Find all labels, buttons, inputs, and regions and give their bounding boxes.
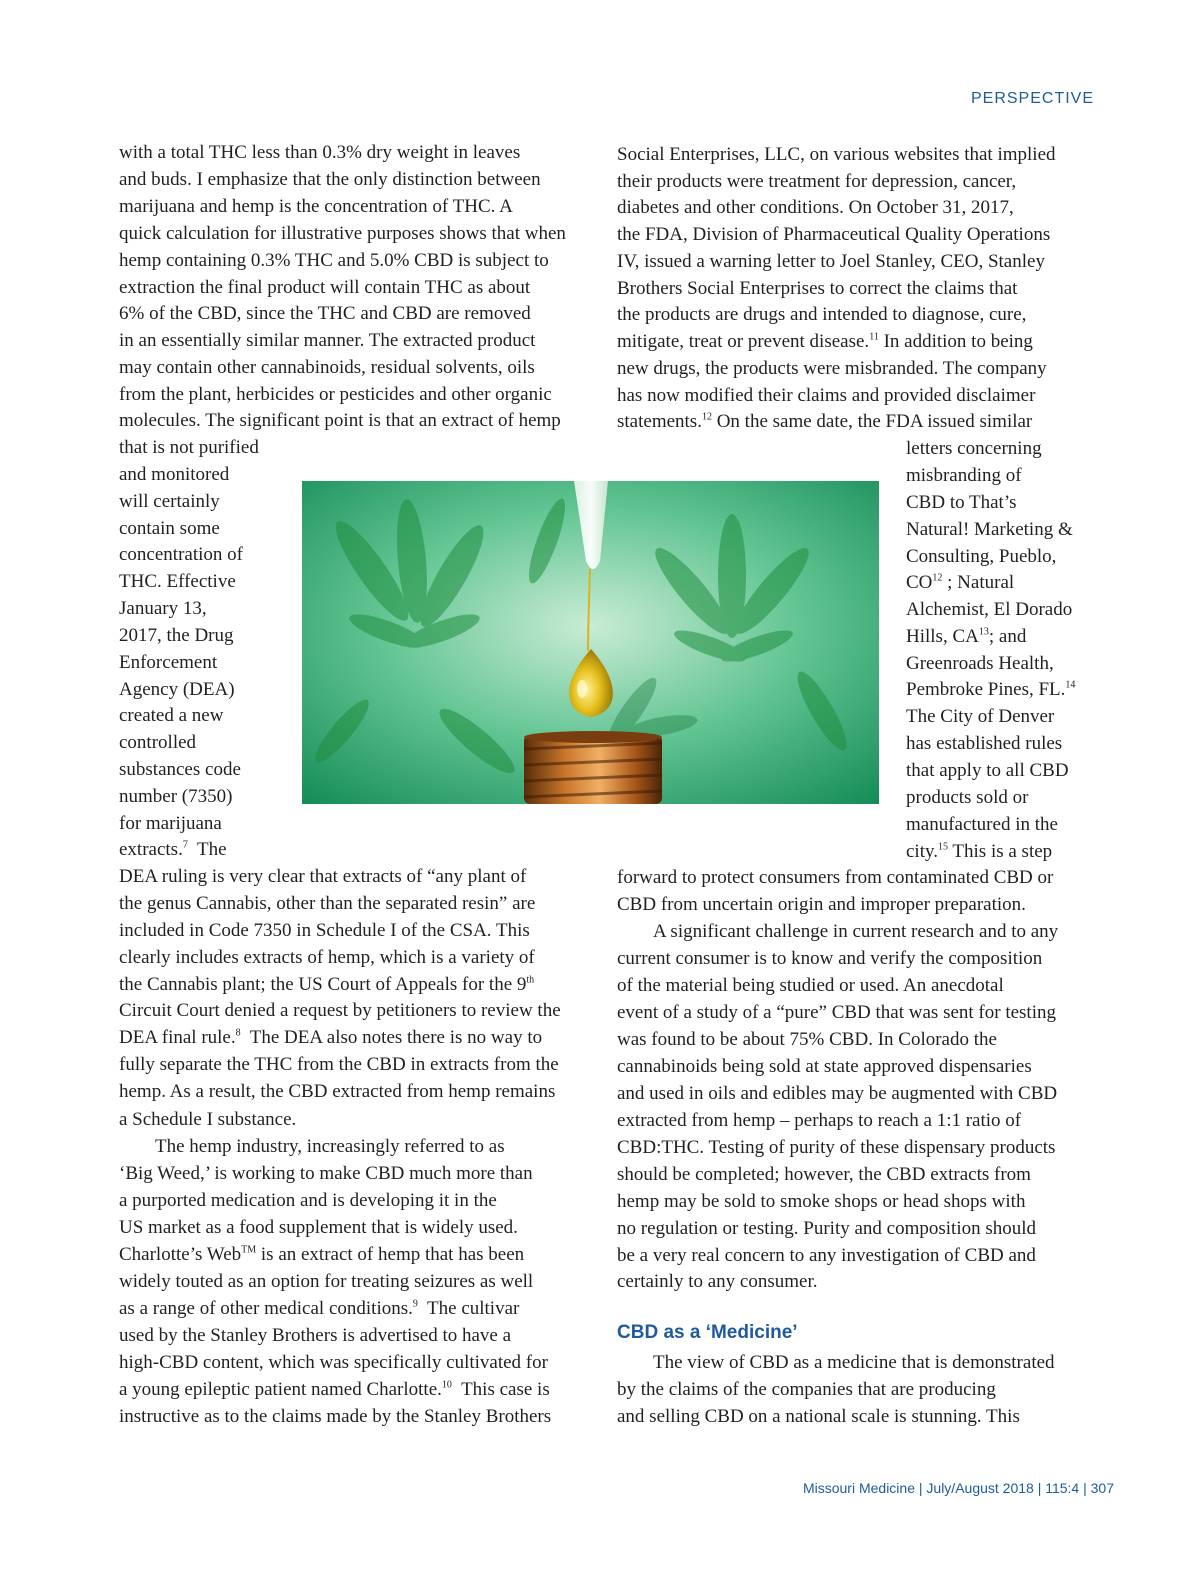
body-line: and selling CBD on a national scale is stunning. This xyxy=(617,1406,1020,1427)
body-line: US market as a food supplement that is widely used. xyxy=(119,1217,518,1238)
body-line: current consumer is to know and verify the composition xyxy=(617,948,1043,969)
body-line: DEA ruling is very clear that extracts of “any plant of xyxy=(119,866,527,887)
body-line xyxy=(119,1024,542,1051)
body-line: that apply to all CBD xyxy=(906,760,1069,781)
body-line: controlled xyxy=(119,732,197,753)
text-run: This is a step xyxy=(948,841,1053,862)
body-line: The hemp industry, increasingly referred to as xyxy=(155,1136,505,1157)
text-run: Hills, CA xyxy=(906,626,979,647)
body-line: widely touted as an option for treating seizures as well xyxy=(119,1271,534,1292)
text-run: DEA final rule. xyxy=(119,1027,236,1048)
body-line: event of a study of a “pure” CBD that was sent for testing xyxy=(617,1002,1056,1023)
body-line: number (7350) xyxy=(119,786,233,807)
text-run: Charlotte’s Web xyxy=(119,1244,242,1265)
body-line: be a very real concern to any investigation of CBD and xyxy=(617,1245,1036,1266)
body-line: in an essentially similar manner. The extracted product xyxy=(119,330,536,351)
page-footer: Missouri Medicine | July/August 2018 | 115:4 | 307 xyxy=(802,1480,1114,1496)
text-run: as a range of other medical conditions. xyxy=(119,1298,413,1319)
body-line: certainly to any consumer. xyxy=(617,1271,818,1292)
body-line: manufactured in the xyxy=(906,814,1058,835)
text-run: The xyxy=(187,839,227,860)
body-line: a Schedule I substance. xyxy=(119,1109,297,1130)
body-line: Circuit Court denied a request by petitioners to review the xyxy=(119,1000,561,1021)
body-line: extracted from hemp – perhaps to reach a 1:1 ratio of xyxy=(617,1110,1022,1131)
body-line: CBD to That’s xyxy=(906,492,1017,513)
text-run: is an extract of hemp that has been xyxy=(256,1244,525,1265)
section-heading: CBD as a ‘Medicine’ xyxy=(617,1322,798,1343)
body-line xyxy=(119,1376,550,1403)
body-line: clearly includes extracts of hemp, which is a variety of xyxy=(119,947,535,968)
body-line: products sold or xyxy=(906,787,1029,808)
body-line: contain some xyxy=(119,518,220,539)
body-line: substances code xyxy=(119,759,241,780)
footnote-ref: 13 xyxy=(978,626,989,638)
body-line: created a new xyxy=(119,705,224,726)
body-line xyxy=(119,836,227,863)
body-line: CBD from uncertain origin and improper preparation. xyxy=(617,894,1026,915)
text-run: Pembroke Pines, FL. xyxy=(906,679,1066,700)
footnote-ref: 11 xyxy=(869,331,879,343)
text-run: This case is xyxy=(451,1379,550,1400)
cbd-oil-dropper-photo xyxy=(302,481,879,804)
body-line: by the claims of the companies that are producing xyxy=(617,1379,996,1400)
body-line: high-CBD content, which was specifically cultivated for xyxy=(119,1352,548,1373)
text-run: mitigate, treat or prevent disease. xyxy=(617,331,870,352)
body-line: the genus Cannabis, other than the separated resin” are xyxy=(119,893,536,914)
body-line: used by the Stanley Brothers is advertised to have a xyxy=(119,1325,512,1346)
body-line: diabetes and other conditions. On October 31, 2017, xyxy=(617,197,1014,218)
body-line: of the material being studied or used. An anecdotal xyxy=(617,975,1004,996)
body-line: Enforcement xyxy=(119,652,218,673)
trademark-sup: TM xyxy=(241,1244,257,1256)
text-run: In addition to being xyxy=(878,331,1033,352)
body-line: for marijuana xyxy=(119,813,222,834)
text-run: statements. xyxy=(617,411,702,432)
body-line: CBD:THC. Testing of purity of these dispensary products xyxy=(617,1137,1056,1158)
body-line: A significant challenge in current research and to any xyxy=(653,921,1059,942)
body-line: quick calculation for illustrative purposes shows that when xyxy=(119,223,566,244)
footnote-ref: th xyxy=(526,974,535,986)
body-line: misbranding of xyxy=(906,465,1022,486)
body-line: has now modified their claims and provided disclaimer xyxy=(617,385,1036,406)
body-line: and monitored xyxy=(119,464,230,485)
footnote-ref: 7 xyxy=(182,839,188,851)
body-line: the FDA, Division of Pharmaceutical Quality Operations xyxy=(617,224,1051,245)
body-line: should be completed; however, the CBD extracts from xyxy=(617,1164,1031,1185)
body-line: will certainly xyxy=(119,491,220,512)
body-line: instructive as to the claims made by the Stanley Brothers xyxy=(119,1406,552,1427)
body-line xyxy=(906,838,1052,865)
body-line: Social Enterprises, LLC, on various websites that implied xyxy=(617,144,1056,165)
body-line: 6% of the CBD, since the THC and CBD are removed xyxy=(119,303,531,324)
body-line: January 13, xyxy=(119,598,207,619)
body-line: letters concerning xyxy=(906,438,1042,459)
body-line xyxy=(906,676,1075,703)
body-line: IV, issued a warning letter to Joel Stanley, CEO, Stanley xyxy=(617,251,1045,272)
body-line: with a total THC less than 0.3% dry weight in leaves xyxy=(119,142,521,163)
body-line: and buds. I emphasize that the only distinction between xyxy=(119,169,541,190)
body-line: marijuana and hemp is the concentration of THC. A xyxy=(119,196,513,217)
body-line: Alchemist, El Dorado xyxy=(906,599,1073,620)
footnote-ref: 12 xyxy=(701,411,712,423)
body-line: hemp. As a result, the CBD extracted from hemp remains xyxy=(119,1081,556,1102)
body-line: cannabinoids being sold at state approved dispensaries xyxy=(617,1056,1032,1077)
footnote-ref: 8 xyxy=(235,1027,241,1039)
footnote-ref: 15 xyxy=(938,841,949,853)
body-line: 2017, the Drug xyxy=(119,625,234,646)
body-line: new drugs, the products were misbranded. The company xyxy=(617,358,1047,379)
body-line: Greenroads Health, xyxy=(906,653,1054,674)
body-line xyxy=(119,1241,524,1268)
body-line: included in Code 7350 in Schedule I of the CSA. This xyxy=(119,920,530,941)
body-line: that is not purified xyxy=(119,437,259,458)
body-line: and used in oils and edibles may be augmented with CBD xyxy=(617,1083,1058,1104)
body-line xyxy=(119,1295,519,1322)
footnote-ref: 12 xyxy=(932,572,943,584)
body-line: ‘Big Weed,’ is working to make CBD much more than xyxy=(119,1163,533,1184)
body-line: forward to protect consumers from contaminated CBD or xyxy=(617,867,1054,888)
text-run: ; and xyxy=(988,626,1027,647)
text-run: city. xyxy=(906,841,939,862)
body-line: extraction the final product will contain THC as about xyxy=(119,277,531,298)
footnote-ref: 10 xyxy=(441,1379,452,1391)
body-line xyxy=(906,623,1026,650)
text-run: The cultivar xyxy=(417,1298,520,1319)
text-run: a young epileptic patient named Charlotte. xyxy=(119,1379,442,1400)
text-run: On the same date, the FDA issued similar xyxy=(711,411,1033,432)
body-line xyxy=(119,971,534,998)
body-line: Agency (DEA) xyxy=(119,679,235,700)
body-line: The view of CBD as a medicine that is demonstrated xyxy=(653,1352,1055,1373)
text-run: the Cannabis plant; the US Court of Appeals for the 9 xyxy=(119,974,527,995)
body-line: the products are drugs and intended to diagnose, cure, xyxy=(617,304,1027,325)
text-run: ; Natural xyxy=(942,572,1015,593)
text-run: The DEA also notes there is no way to xyxy=(240,1027,543,1048)
body-line: their products were treatment for depression, cancer, xyxy=(617,171,1017,192)
body-line: fully separate the THC from the CBD in extracts from the xyxy=(119,1054,559,1075)
body-line xyxy=(617,328,1033,355)
body-line: Natural! Marketing & xyxy=(906,519,1073,540)
body-line: was found to be about 75% CBD. In Colorado the xyxy=(617,1029,997,1050)
body-line xyxy=(617,408,1032,435)
body-line: molecules. The significant point is that an extract of hemp xyxy=(119,410,561,431)
body-line: has established rules xyxy=(906,733,1063,754)
body-line: hemp may be sold to smoke shops or head shops with xyxy=(617,1191,1026,1212)
body-line: Brothers Social Enterprises to correct the claims that xyxy=(617,278,1018,299)
body-line: The City of Denver xyxy=(906,706,1055,727)
body-line: Consulting, Pueblo, xyxy=(906,546,1057,567)
body-line: no regulation or testing. Purity and composition should xyxy=(617,1218,1037,1239)
text-run: CO xyxy=(906,572,933,593)
body-line: hemp containing 0.3% THC and 5.0% CBD is subject to xyxy=(119,250,549,271)
footnote-ref: 14 xyxy=(1065,679,1076,691)
body-line xyxy=(906,569,1014,596)
text-run: extracts. xyxy=(119,839,183,860)
body-line: may contain other cannabinoids, residual solvents, oils xyxy=(119,357,535,378)
body-line: concentration of xyxy=(119,544,243,565)
body-line: from the plant, herbicides or pesticides and other organic xyxy=(119,384,552,405)
footnote-ref: 9 xyxy=(412,1298,418,1310)
section-label: PERSPECTIVE xyxy=(970,90,1094,107)
body-line: THC. Effective xyxy=(119,571,236,592)
body-line: a purported medication and is developing it in the xyxy=(119,1190,497,1211)
